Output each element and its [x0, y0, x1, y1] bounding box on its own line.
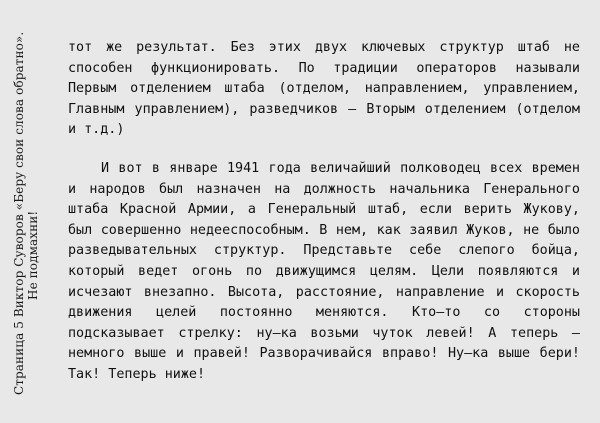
running-header-line-1: Страница 5 Виктор Суворов «Беру свои слова обратно». — [12, 31, 26, 395]
running-header — [6, 0, 54, 423]
paragraph: И вот в январе 1941 года величайший полководец всех времен и народов был назначен на должность начальника Генерального штаба Красной Армии, а Генеральный штаб, если верить Жукову, был совершенно недееспособным. В нем, как заявил Жуков, не было разведывательных структур. Представьте себе слепого бойца, который ведет огонь по движущимся целям. Цели появляются и исчезают внезапно. Высота, расстояние, направление и скорость движения целей постоянно меняются. Кто—то со стороны подсказывает стрелку: ну—ка возьми чуток левей! А теперь — немного выше и правей! Разворачивайся вправо! Ну—ка выше бери! Так! Теперь ниже! — [68, 160, 580, 382]
page-body — [68, 38, 580, 386]
running-header-line-2: Не подмахни! — [26, 210, 40, 300]
paragraph-continued: тот же результат. Без этих двух ключевых структур штаб не способен функционировать. По традиции операторов называли Первым отделением штаба (отделом, направлением, управлением, Главным управлением), разведчиков — Вторым отделением (отделом и т.д.) — [68, 40, 580, 138]
